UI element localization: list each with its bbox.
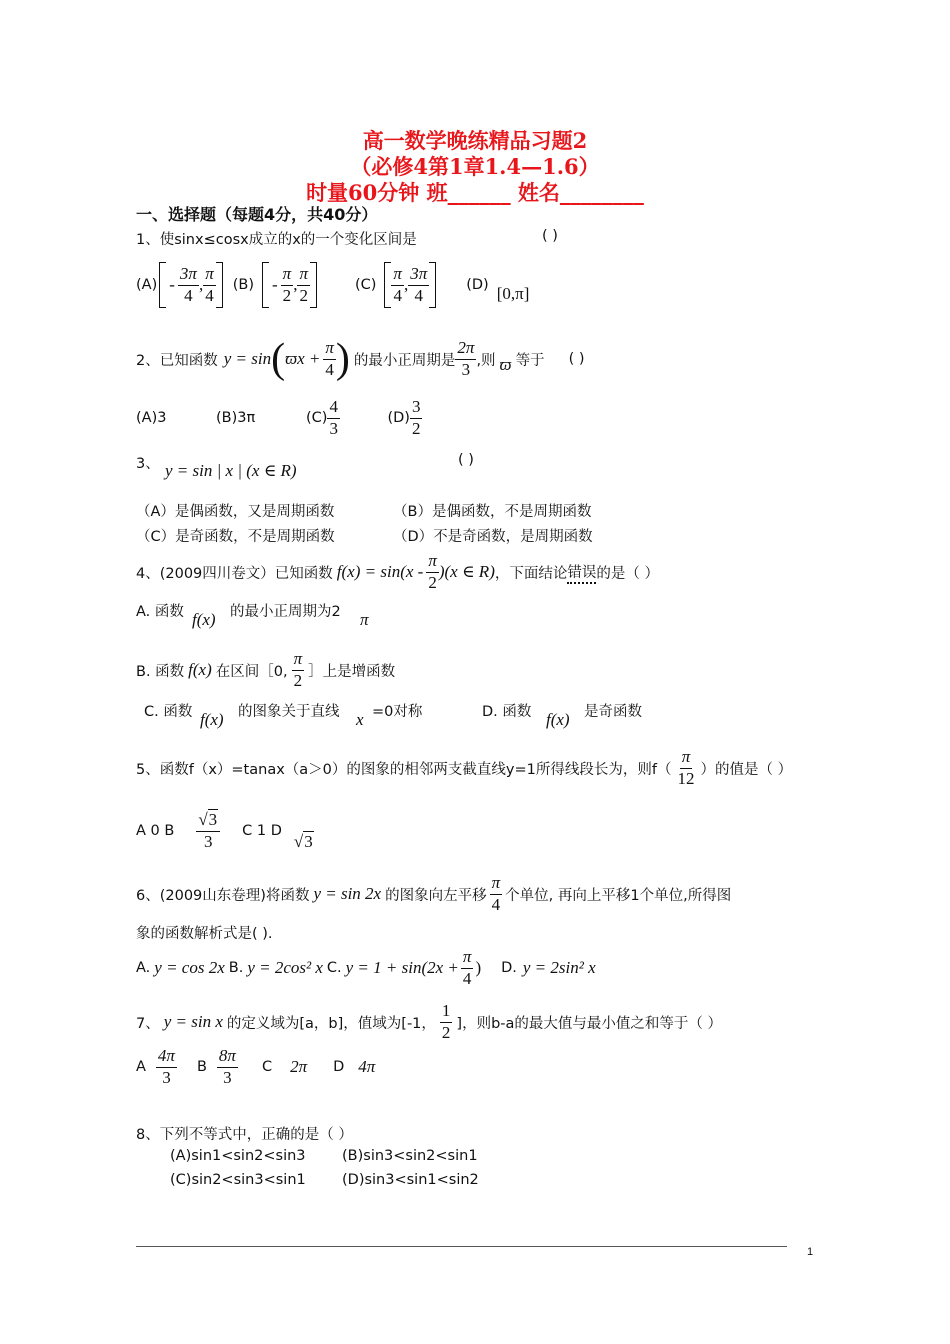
left-bracket xyxy=(159,262,166,308)
q6-option-c-label: C. xyxy=(326,960,342,977)
q4-wrong-emphasis: 错误 xyxy=(567,561,596,584)
q4-option-b-mid: 在区间［0, xyxy=(215,663,288,680)
right-bracket xyxy=(429,262,436,308)
denominator: 4 xyxy=(184,285,193,305)
q4-option-c-x: x xyxy=(356,710,364,729)
numerator: 3π xyxy=(178,265,199,286)
q8-option-d: (D)sin3<sin1<sin2 xyxy=(342,1172,479,1188)
right-bracket xyxy=(216,262,223,308)
denominator: 4 xyxy=(414,285,423,305)
q3-option-c: （C）是奇函数，不是周期函数 xyxy=(136,529,335,545)
numerator: π xyxy=(461,948,474,969)
denominator: 3 xyxy=(223,1067,232,1087)
q6-option-b-expr: y = 2cos² x xyxy=(247,958,323,978)
denominator: 4 xyxy=(462,968,472,988)
q7-stem xyxy=(136,1002,722,1042)
left-bracket xyxy=(262,262,269,308)
q6-option-c-close: ) xyxy=(475,958,482,978)
q6-option-c-expr: y = 1 + sin(2x + xyxy=(345,958,459,978)
q6-prefix: 6、(2009山东卷理)将函数 xyxy=(136,887,310,904)
q1-blank: ( ) xyxy=(542,228,558,244)
q7-option-a-frac xyxy=(156,1047,177,1087)
q5-option-a-b-label: A 0 B xyxy=(136,823,175,839)
q6-options xyxy=(136,948,596,988)
q4-option-c-fx: f(x) xyxy=(200,710,224,729)
q4-option-c-post: =0对称 xyxy=(372,704,423,720)
numerator: 3π xyxy=(408,265,429,286)
q1-b-frac-2 xyxy=(297,265,310,305)
q2-func: y = sin xyxy=(223,349,272,368)
q6-option-a-label: A. xyxy=(136,960,151,977)
q8-option-a: (A)sin1<sin2<sin3 xyxy=(170,1148,306,1164)
numerator: π xyxy=(203,265,216,286)
q2-inner: ϖx + xyxy=(285,349,321,368)
q5-frac xyxy=(675,748,696,788)
q4-option-c-mid: 的图象关于直线 xyxy=(238,704,340,720)
q6-option-d-expr: y = 2sin² x xyxy=(522,958,596,978)
q7-option-a-label: A xyxy=(136,1059,146,1076)
q6-option-a-expr: y = cos 2x xyxy=(154,958,225,978)
left-bracket xyxy=(384,262,391,308)
q7-option-c-value: 2π xyxy=(290,1057,308,1077)
numerator: π xyxy=(426,552,439,573)
q4-option-d-fx: f(x) xyxy=(546,710,570,729)
q2-blank: ( ) xyxy=(568,351,585,367)
q2-option-c-label: (C) xyxy=(306,410,328,427)
numerator: π xyxy=(490,874,503,895)
q1-a-frac-2 xyxy=(203,265,216,305)
q6-option-b-label: B. xyxy=(228,960,244,977)
q6-line-2: 象的函数解析式是( ). xyxy=(136,926,273,942)
q2-period xyxy=(455,339,476,379)
numerator: π xyxy=(391,265,404,286)
title-line-2: （必修4第1章1.4—1.6） xyxy=(350,154,600,179)
q3-blank: ( ) xyxy=(458,452,474,468)
denominator: 2 xyxy=(293,670,303,690)
numerator: π xyxy=(680,748,693,769)
q1-option-a-label: (A) xyxy=(136,277,158,293)
denominator: 2 xyxy=(282,285,292,305)
q7-option-d-value: 4π xyxy=(358,1057,376,1077)
q5-option-d-value: √3 xyxy=(293,832,313,851)
q2-option-d-frac xyxy=(410,398,423,438)
q1-b-frac-1 xyxy=(281,265,294,305)
q6-post: 个单位, 再向上平移1个单位,所得图 xyxy=(505,887,732,904)
q4-option-d-label: D. 函数 xyxy=(482,704,532,720)
numerator: π xyxy=(323,339,336,360)
q4-option-a-fx: f(x) xyxy=(192,610,216,629)
q7-frac xyxy=(440,1002,453,1042)
title-line-3: 时量60分钟 班______ 姓名________ xyxy=(306,180,644,205)
denominator: 2 xyxy=(428,572,437,592)
q2-stem xyxy=(136,338,585,380)
q7-option-b-label: B xyxy=(196,1059,207,1076)
q8-option-b: (B)sin3<sin2<sin1 xyxy=(342,1148,478,1164)
q4-option-a-pi: π xyxy=(360,610,369,629)
denominator: 2 xyxy=(441,1022,451,1042)
q4-option-b-post: ］上是增函数 xyxy=(308,663,396,680)
q2-option-d-label: (D) xyxy=(387,410,410,427)
q2-option-c-frac xyxy=(327,398,387,438)
q4-option-b-fx: f(x) xyxy=(188,660,212,680)
q4-option-c-label: C. 函数 xyxy=(144,704,193,720)
numerator: π xyxy=(292,650,305,671)
q1-c-frac-2 xyxy=(408,265,429,305)
title-line-1: 高一数学晚练精品习题2 xyxy=(362,128,588,153)
q4-suffix-b: 的是（ ） xyxy=(596,565,659,582)
right-paren: ) xyxy=(335,336,350,382)
q2-options xyxy=(136,398,422,438)
q8-stem: 8、下列不等式中，正确的是（ ） xyxy=(136,1127,353,1143)
q2-option-b: (B)3π xyxy=(216,410,256,427)
q1-a-frac-1 xyxy=(178,265,199,305)
q1-stem: 1、使sinx≤cosx成立的x的一个变化区间是 xyxy=(136,232,417,248)
q1-options: (A) - $\frac{3\pi}{4}$ , $\frac{\pi}{4}$ (B) - $\frac{\pi}{2}$ , $\frac{\pi}{2}$ (C) $\frac{\pi}{4}$ , $\frac{3\pi}{4}$ (D) [0,π] xyxy=(136,262,529,308)
q8-option-c: (C)sin2<sin3<sin1 xyxy=(170,1172,306,1188)
q2-mid: 的最小正周期是 xyxy=(353,352,456,369)
q1-option-c-label: (C) xyxy=(354,277,377,293)
denominator: 4 xyxy=(393,285,402,305)
footer-divider xyxy=(136,1246,787,1247)
q5-text: 5、函数f（x）=tanax（a＞0）的图象的相邻两支截直线y=1所得线段长为，则f（ xyxy=(136,761,672,778)
denominator: 4 xyxy=(325,359,334,379)
numerator: 4π xyxy=(156,1047,177,1068)
q4-option-b xyxy=(136,650,395,690)
q7-option-c-label: C xyxy=(261,1059,273,1076)
denominator: 4 xyxy=(491,894,501,914)
q6-mid: 的图象向左平移 xyxy=(385,887,487,904)
q2-prefix: 2、已知函数 xyxy=(136,352,218,369)
q7-option-d-label: D xyxy=(333,1059,345,1076)
q4-option-d-post: 是奇函数 xyxy=(584,704,642,720)
q2-omega: ϖ xyxy=(499,355,512,374)
q4-option-b-frac xyxy=(292,650,305,690)
denominator: 3 xyxy=(461,359,471,379)
left-paren: ( xyxy=(271,336,286,382)
numerator: 8π xyxy=(217,1047,238,1068)
q4-expr-2: )(x ∈ R) xyxy=(438,562,495,582)
q6-expr: y = sin 2x xyxy=(313,884,382,904)
q3-option-b: （B）是偶函数，不是周期函数 xyxy=(393,504,592,520)
q2-suffix: 等于 xyxy=(515,352,545,369)
q1-option-b-label: (B) xyxy=(232,277,254,293)
q4-stem xyxy=(136,552,659,592)
section-heading: 一、选择题（每题4分，共40分） xyxy=(136,205,378,224)
denominator: 12 xyxy=(677,768,695,788)
q7-prefix: 7、 xyxy=(136,1015,160,1032)
numerator: √3 xyxy=(196,811,220,832)
denominator: 3 xyxy=(203,831,213,851)
q5-stem xyxy=(136,748,792,788)
q7-expr: y = sin x xyxy=(163,1012,223,1032)
denominator: 3 xyxy=(162,1067,171,1087)
denominator: 2 xyxy=(411,418,421,438)
page-number: 1 xyxy=(807,1246,814,1258)
q1-c-frac-1 xyxy=(391,265,404,305)
q4-prefix: 4、(2009四川卷文）已知函数 xyxy=(136,565,333,582)
q5-option-b-frac xyxy=(196,811,220,851)
q7-options xyxy=(136,1047,375,1087)
q7-option-b-frac xyxy=(217,1047,238,1087)
q4-option-a-label: A. 函数 xyxy=(136,604,184,620)
numerator: π xyxy=(281,265,294,286)
q6-frac xyxy=(490,874,503,914)
radicand: 3 xyxy=(304,832,313,851)
numerator: 4 xyxy=(327,398,340,419)
radicand: 3 xyxy=(208,809,218,829)
q3-expression: y = sin | x | (x ∈ R) xyxy=(165,461,297,480)
q3-option-d: （D）不是奇函数，是周期函数 xyxy=(393,529,593,545)
numerator: 1 xyxy=(440,1002,453,1023)
q1-option-d-value: [0,π] xyxy=(496,284,530,303)
denominator: 3 xyxy=(329,418,338,438)
q6-option-d-label: D. xyxy=(501,960,517,977)
q3-option-a: （A）是偶函数，又是周期函数 xyxy=(136,504,335,520)
numerator: π xyxy=(297,265,310,286)
q4-option-b-label: B. 函数 xyxy=(136,663,185,680)
q5-tail: ）的值是（ ） xyxy=(700,761,793,778)
denominator: 4 xyxy=(205,285,214,305)
right-bracket xyxy=(310,262,317,308)
q5-options xyxy=(136,810,314,852)
minus-sign: - xyxy=(169,275,175,294)
q4-expr-1: f(x) = sin(x - xyxy=(336,562,424,582)
q4-suffix-a: ，下面结论 xyxy=(494,565,568,582)
q4-option-a-text: 的最小正周期为2 xyxy=(230,604,341,620)
q7-post: ]，则b-a的最大值与最小值之和等于（ ） xyxy=(456,1015,723,1032)
q2-then: ,则 xyxy=(476,352,496,369)
q4-frac xyxy=(426,552,439,592)
denominator: 2 xyxy=(299,285,308,305)
q2-option-a: (A)3 xyxy=(136,410,167,427)
minus-sign: - xyxy=(271,275,278,294)
q3-number: 3、 xyxy=(136,456,160,472)
q6-option-c-frac xyxy=(461,948,474,988)
q1-option-d-label: (D) xyxy=(466,277,489,293)
numerator: 3 xyxy=(410,398,423,419)
numerator: 2π xyxy=(455,339,476,360)
q7-mid: 的定义域为[a，b]，值域为[-1， xyxy=(226,1015,436,1032)
q6-stem xyxy=(136,874,731,914)
q2-frac xyxy=(323,339,336,379)
q5-option-c-d-label: C 1 D xyxy=(242,823,282,839)
